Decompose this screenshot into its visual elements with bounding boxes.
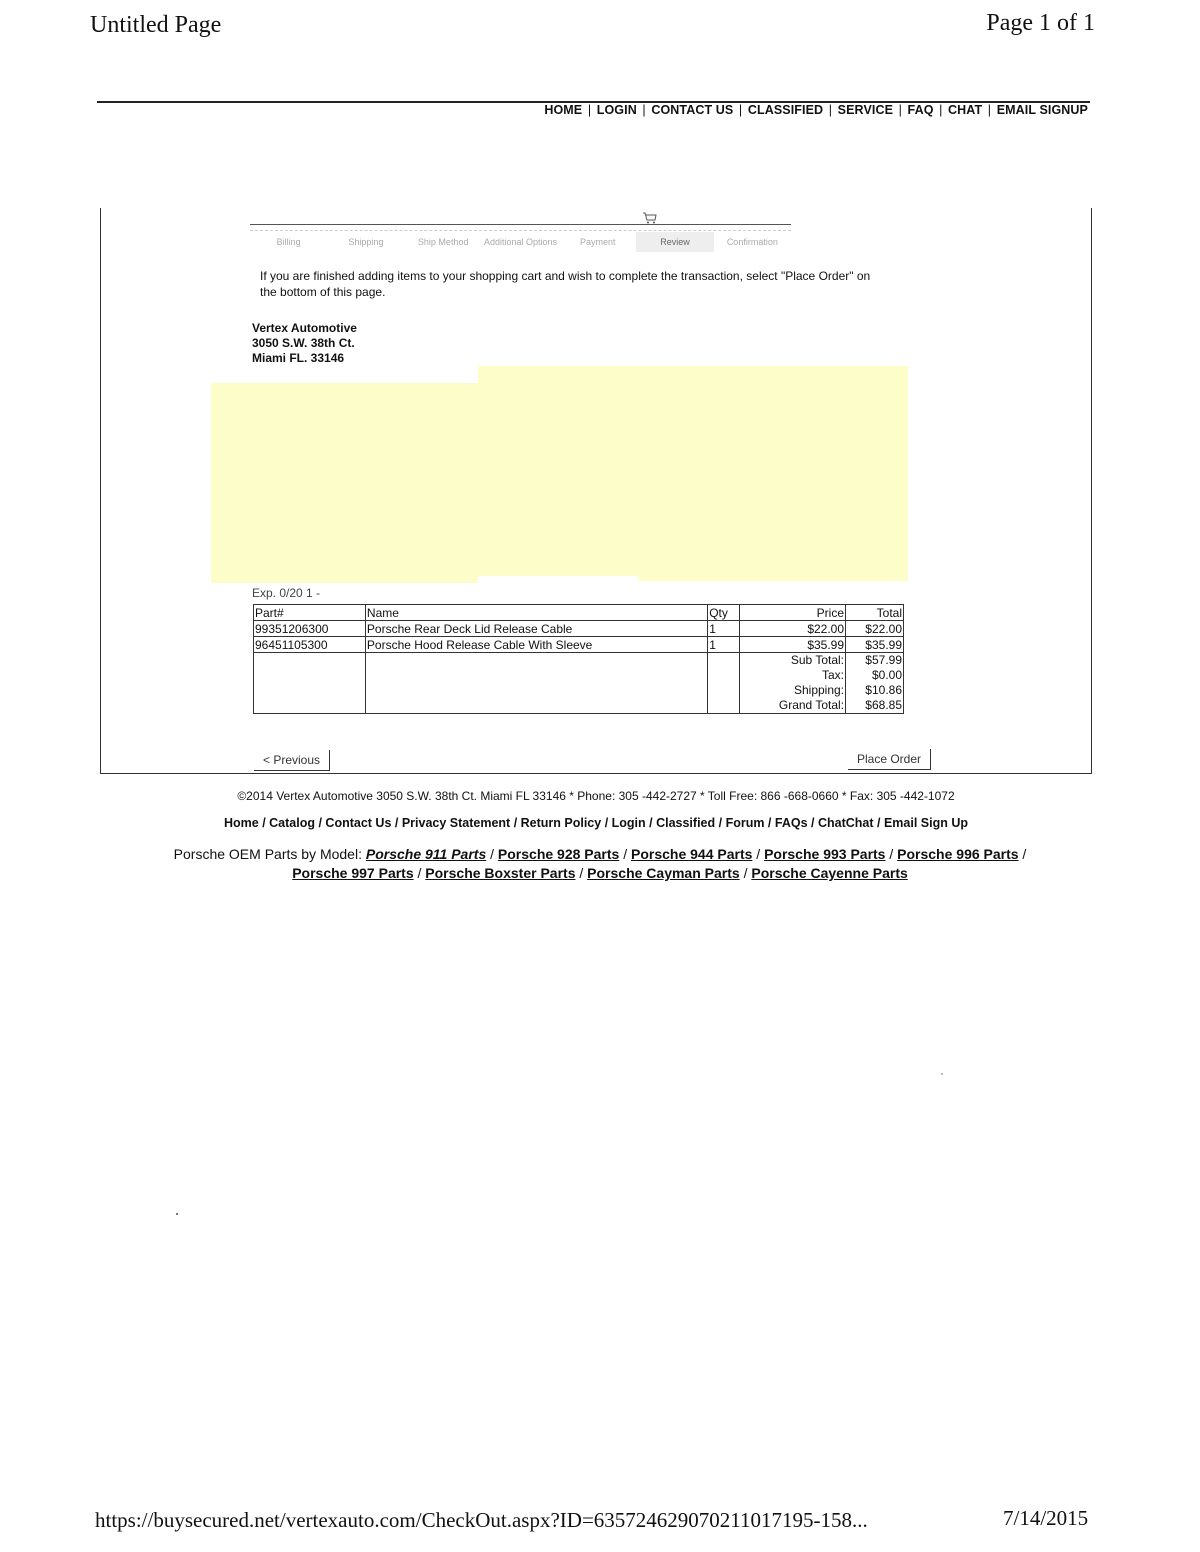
totals-values — [846, 653, 904, 714]
tax-value: $0.00 — [871, 668, 902, 682]
footer-chat-link[interactable]: ChatChat — [817, 816, 874, 830]
previous-button[interactable]: < Previous — [254, 750, 330, 771]
card-expiration: Exp. 0/20 1 - — [252, 586, 321, 600]
subtotal-label: Sub Total: — [790, 653, 845, 667]
subtotal-value: $57.99 — [865, 653, 902, 667]
col-part: Part# — [254, 605, 366, 621]
scan-speck — [176, 1213, 178, 1215]
tax-label: Tax: — [822, 668, 845, 682]
col-price: Price — [740, 605, 846, 621]
oem-parts-links: Porsche OEM Parts by Model: Porsche 911 Parts / Porsche 928 Parts / Porsche 944 Parts / Porsche 993 Parts / Porsche 996 Parts / Porsche 997 Parts / Porsche Boxster Parts / Porsche Cayman Parts / Porsche Cayenne Parts — [173, 846, 1027, 881]
table-row — [254, 637, 904, 653]
cell-total: $35.99 — [846, 637, 904, 653]
footer-return-policy-link[interactable]: Return Policy — [520, 816, 602, 830]
footer-links: Home / Catalog / Contact Us / Privacy Statement / Return Policy / Login / Classified / Forum / FAQs / ChatChat / Email Sign Up — [224, 816, 968, 830]
col-name: Name — [365, 605, 707, 621]
oem-prefix: Porsche OEM Parts by Model: — [173, 846, 362, 862]
cell-price: $22.00 — [740, 621, 846, 637]
step-review[interactable]: Review — [636, 232, 713, 252]
footer-privacy-link[interactable]: Privacy Statement — [401, 816, 511, 830]
print-header-title: Untitled Page — [90, 12, 222, 38]
cell-price: $35.99 — [740, 637, 846, 653]
table-header-row — [254, 605, 904, 621]
nav-faq[interactable]: FAQ — [907, 103, 934, 117]
oem-928-link[interactable]: Porsche 928 Parts — [497, 846, 620, 862]
cell-qty: 1 — [708, 637, 740, 653]
totals-row — [254, 653, 904, 714]
top-navigation: HOME | LOGIN | CONTACT US | CLASSIFIED | SERVICE | FAQ | CHAT | EMAIL SIGNUP — [544, 103, 1088, 117]
oem-cayenne-link[interactable]: Porsche Cayenne Parts — [751, 865, 908, 881]
footer-catalog-link[interactable]: Catalog — [269, 816, 315, 830]
nav-service[interactable]: SERVICE — [837, 103, 894, 117]
footer-faqs-link[interactable]: FAQs — [774, 816, 808, 830]
print-header-page: Page 1 of 1 — [986, 10, 1095, 36]
oem-944-link[interactable]: Porsche 944 Parts — [630, 846, 753, 862]
footer-contact-link[interactable]: Contact Us — [325, 816, 392, 830]
checkout-steps — [250, 232, 791, 252]
order-items-table — [253, 604, 904, 714]
step-billing[interactable]: Billing — [276, 237, 301, 247]
col-total: Total — [846, 605, 904, 621]
company-name: Vertex Automotive — [252, 321, 357, 335]
cell-part: 99351206300 — [254, 621, 366, 637]
step-shipping[interactable]: Shipping — [348, 237, 384, 247]
step-confirmation[interactable]: Confirmation — [726, 237, 778, 247]
footer-forum-link[interactable]: Forum — [725, 816, 765, 830]
oem-cayman-link[interactable]: Porsche Cayman Parts — [587, 865, 740, 881]
cell-name: Porsche Hood Release Cable With Sleeve — [365, 637, 707, 653]
grand-total-label: Grand Total: — [778, 698, 845, 712]
nav-login[interactable]: LOGIN — [596, 103, 637, 117]
nav-classified[interactable]: CLASSIFIED — [747, 103, 824, 117]
grand-total-value: $68.85 — [865, 698, 902, 712]
cell-qty: 1 — [708, 621, 740, 637]
redaction-block — [211, 383, 479, 583]
totals-labels — [740, 653, 846, 714]
oem-997-link[interactable]: Porsche 997 Parts — [292, 865, 414, 881]
print-footer-url: https://buysecured.net/vertexauto.com/CheckOut.aspx?ID=635724629070211017195-158... — [95, 1508, 868, 1532]
scan-speck — [941, 1073, 943, 1075]
copyright-line: ©2014 Vertex Automotive 3050 S.W. 38th Ct. Miami FL 33146 * Phone: 305 -442-2727 * Toll Free: 866 -668-0660 * Fax: 305 -442-1072 — [237, 789, 955, 803]
footer-classified-link[interactable]: Classified — [656, 816, 716, 830]
nav-email-signup[interactable]: EMAIL SIGNUP — [996, 103, 1088, 117]
cell-name: Porsche Rear Deck Lid Release Cable — [365, 621, 707, 637]
print-footer-date: 7/14/2015 — [1003, 1506, 1089, 1530]
footer-login-link[interactable]: Login — [611, 816, 646, 830]
instructions-text: If you are finished adding items to your shopping cart and wish to complete the transaction, select "Place Order" on the bottom of this page. — [260, 269, 871, 299]
steps-divider — [250, 224, 791, 225]
company-address — [252, 321, 357, 366]
step-ship-method[interactable]: Ship Method — [417, 237, 469, 247]
company-city: Miami FL. 33146 — [252, 351, 345, 365]
shipping-label: Shipping: — [793, 683, 845, 697]
table-row — [254, 621, 904, 637]
nav-home[interactable]: HOME — [544, 103, 583, 117]
col-qty: Qty — [708, 605, 740, 621]
oem-996-link[interactable]: Porsche 996 Parts — [897, 846, 1019, 862]
oem-993-link[interactable]: Porsche 993 Parts — [764, 846, 886, 862]
shipping-value: $10.86 — [865, 683, 902, 697]
cell-part: 96451105300 — [254, 637, 366, 653]
cell-total: $22.00 — [846, 621, 904, 637]
redaction-block — [478, 366, 908, 581]
steps-divider-dashed — [250, 230, 791, 231]
oem-911-link[interactable]: Porsche 911 Parts — [365, 846, 487, 862]
oem-boxster-link[interactable]: Porsche Boxster Parts — [425, 865, 576, 881]
nav-contact-us[interactable]: CONTACT US — [651, 103, 734, 117]
place-order-button[interactable]: Place Order — [848, 749, 931, 770]
cart-icon — [642, 212, 658, 227]
redaction-block — [478, 576, 638, 604]
footer-email-signup-link[interactable]: Email Sign Up — [883, 816, 968, 830]
nav-chat[interactable]: CHAT — [948, 103, 983, 117]
company-street: 3050 S.W. 38th Ct. — [252, 336, 355, 350]
step-additional-options[interactable]: Additional Options — [483, 237, 557, 247]
step-payment[interactable]: Payment — [580, 237, 616, 247]
footer-home-link[interactable]: Home — [224, 816, 259, 830]
